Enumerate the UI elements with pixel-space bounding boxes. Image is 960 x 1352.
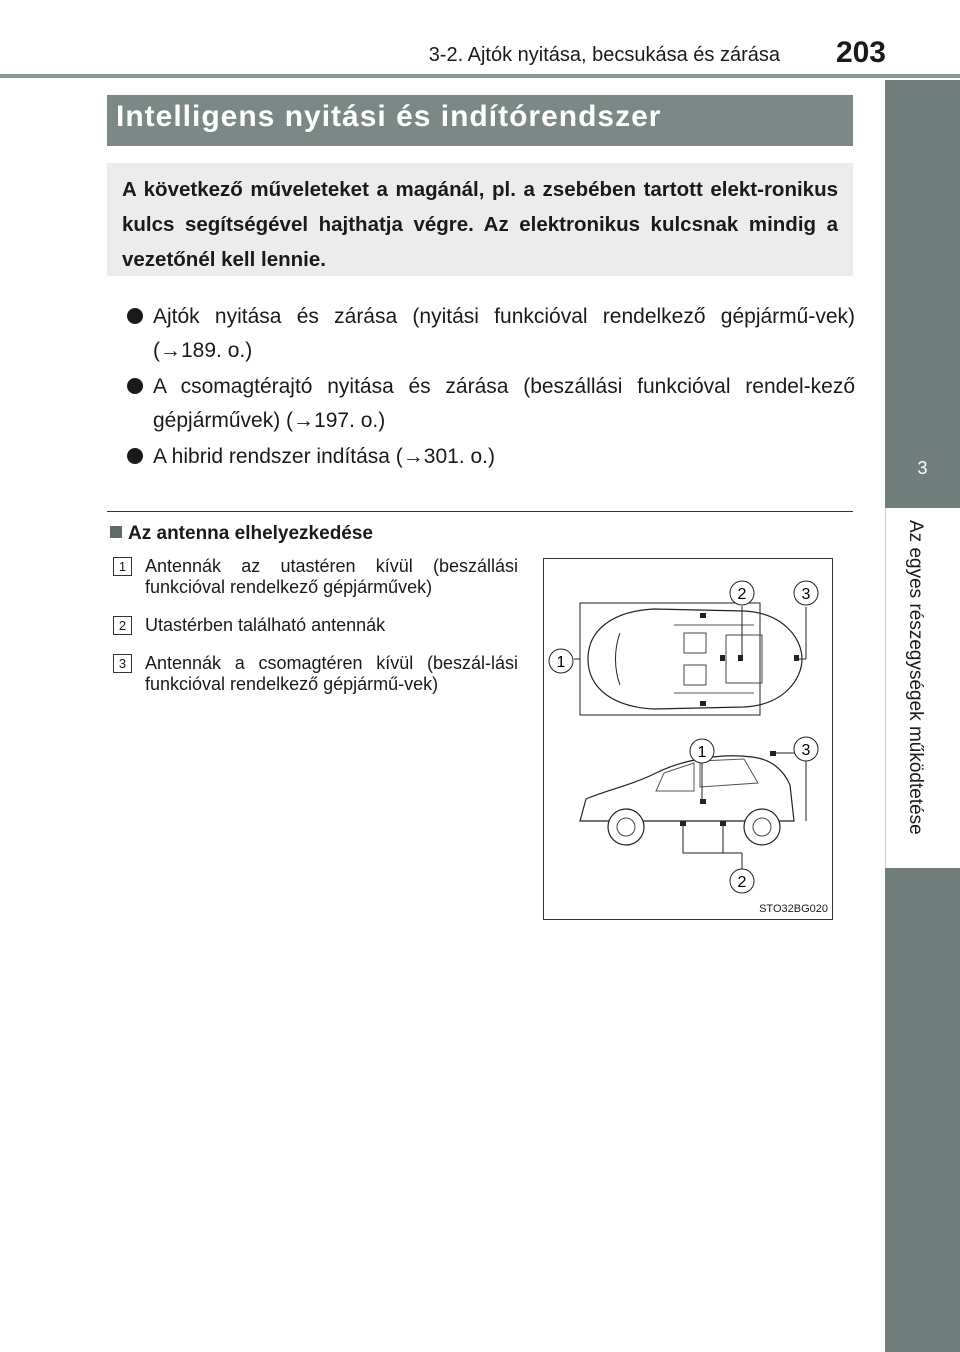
- antenna-list: [113, 556, 518, 712]
- square-bullet-icon: [110, 526, 122, 538]
- antenna-marker: [720, 655, 725, 661]
- section-heading-text: Az antenna elhelyezkedése: [128, 523, 373, 544]
- intro-text: A következő műveleteket a magánál, pl. a zsebében tartott elekt-ronikus kulcs segítségével hajthatja végre. Az elektronikus kulcsnak mindig a vezetőnél kell lennie.: [122, 178, 838, 271]
- antenna-marker: [700, 701, 706, 706]
- chapter-tab-number: 3: [885, 428, 960, 508]
- bullet-icon: [127, 448, 143, 464]
- callout-label: 2: [737, 874, 747, 891]
- car-top-body: [588, 609, 802, 709]
- callout-label: 1: [556, 654, 566, 671]
- side-band-bottom: [885, 868, 960, 1352]
- header-rule: [0, 74, 960, 78]
- bullet-list: [127, 300, 855, 474]
- bullet-text: Ajtók nyitása és zárása (nyitási funkcióval rendelkező gépjármű-vek) (→189. o.): [153, 305, 855, 362]
- seat-rear: [726, 635, 762, 683]
- antenna-item: [113, 556, 518, 598]
- antenna-marker: [794, 655, 799, 661]
- seat-front-left: [684, 633, 706, 653]
- bullet-item: [127, 440, 855, 474]
- side-band-top: [885, 80, 960, 428]
- callout-label: 3: [801, 586, 811, 603]
- seat-front-right: [684, 665, 706, 685]
- wheel-rear: [744, 809, 780, 845]
- running-header-section: 3-2. Ajtók nyitása, becsukása és zárása: [428, 44, 780, 66]
- bullet-icon: [127, 378, 143, 394]
- item-text: Utastérben található antennák: [145, 615, 386, 635]
- antenna-marker: [700, 613, 706, 618]
- bullet-item: [127, 370, 855, 438]
- side-window-front: [656, 763, 694, 791]
- antenna-item: [113, 615, 518, 636]
- item-number: 2: [113, 616, 132, 635]
- chapter-tab-label: Az egyes részegységek működtetése: [905, 520, 926, 835]
- item-number: 1: [113, 557, 132, 576]
- bullet-text: A csomagtérajtó nyitása és zárása (beszállási funkcióval rendel-kező gépjárművek) (→197. o.): [153, 375, 855, 432]
- windshield-line: [616, 633, 621, 685]
- item-text: Antennák a csomagtéren kívül (beszál-lási funkcióval rendelkező gépjármű-vek): [145, 653, 518, 694]
- antenna-marker: [770, 751, 776, 756]
- car-diagram: [544, 559, 832, 919]
- antenna-marker: [680, 821, 686, 826]
- callout-label: 1: [697, 744, 707, 761]
- item-text: Antennák az utastéren kívül (beszállási funkcióval rendelkező gépjárművek): [145, 556, 518, 597]
- callout-label: 2: [737, 586, 747, 603]
- section-heading: [110, 523, 373, 545]
- bullet-text: A hibrid rendszer indítása (→301. o.): [153, 445, 496, 468]
- figure-code: STO32BG020: [759, 903, 828, 915]
- antenna-figure: [543, 558, 833, 920]
- antenna-marker: [720, 821, 726, 826]
- side-window-rear: [700, 759, 758, 787]
- antenna-marker: [700, 799, 706, 804]
- callout-label: 3: [801, 742, 811, 759]
- wheel-front: [608, 809, 644, 845]
- page-title: Intelligens nyitási és indítórendszer: [116, 100, 662, 133]
- antenna-item: [113, 653, 518, 695]
- item-number: 3: [113, 654, 132, 673]
- top-view-frame: [580, 603, 760, 715]
- bullet-item: [127, 300, 855, 368]
- bullet-icon: [127, 308, 143, 324]
- section-rule: [107, 511, 853, 512]
- page-number: 203: [835, 36, 886, 69]
- leader-line: [683, 826, 723, 853]
